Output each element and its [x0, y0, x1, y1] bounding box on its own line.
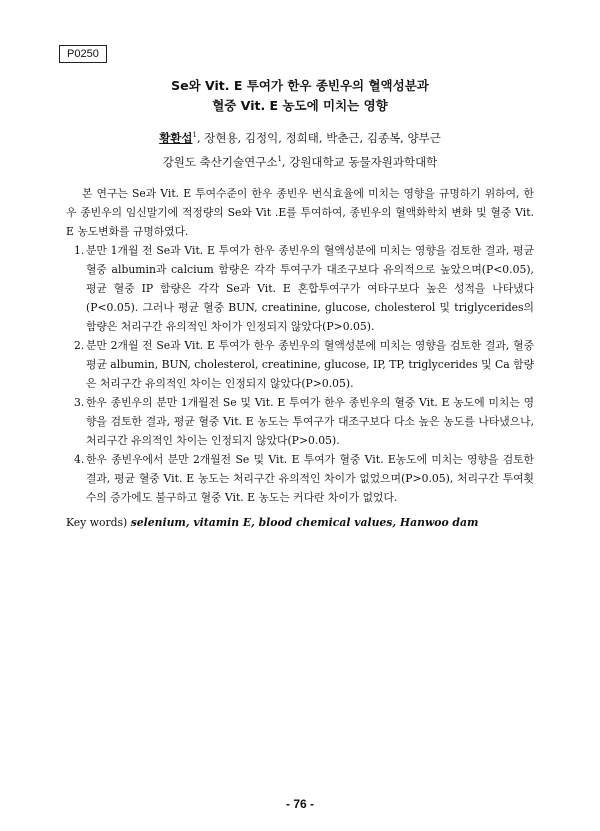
- abstract-body: [66, 184, 534, 507]
- finding-text: 분만 1개월 전 Se과 Vit. E 투여가 한우 종빈우의 혈액성분에 미치는 영향을 검토한 결과, 평균 혈중 albumin과 calcium 함량은 각각 투여구가 대조구보다 유의적으로 높았으며(P<0.05), 평균 혈중 IP 함량은 각각 Se과 Vit. E 혼합투여구가 여타구보다 높은 성적을 나타냈다(P<0.05). 그러나 평균 혈중 BUN, creatinine, glucose, cholesterol 및 triglycerides의 함량은 처리구간 유의적인 차이가 인정되지 않았다(P>0.05).: [86, 244, 534, 333]
- finding-item: [66, 393, 534, 450]
- title-line-2: 혈중 Vit. E 농도에 미치는 영향: [212, 98, 388, 113]
- intro-paragraph: 본 연구는 Se과 Vit. E 투여수준이 한우 종빈우 번식효율에 미치는 영향을 규명하기 위하여, 한우 종빈우의 임신말기에 적정량의 Se와 Vit .E를 투여하여, 종빈우의 혈액화학치 변화 및 혈중 Vit. E 농도변화를 규명하였다.: [66, 187, 534, 238]
- finding-number: 1.: [74, 244, 85, 257]
- finding-text: 분만 2개월 전 Se과 Vit. E 투여가 한우 종빈우의 혈액성분에 미치는 영향을 검토한 결과, 혈중 평균 albumin, BUN, cholesterol, creatinine, glucose, IP, TP, triglycerides 및 Ca 함량은 처리구간 유의적인 차이는 인정되지 않았다(P>0.05).: [86, 339, 534, 390]
- findings-list: [66, 241, 534, 507]
- affiliation-1-mark: 1: [277, 155, 282, 164]
- affiliation: [0, 154, 600, 170]
- finding-text: 한우 종빈우에서 분만 2개월전 Se 및 Vit. E 투여가 혈중 Vit. E농도에 미치는 영향을 검토한 결과, 평균 혈중 Vit. E 농도는 처리구간 유의적인 차이가 없었으며(P>0.05), 처리구간 투여횟수의 증가에도 불구하고 혈중 Vit. E 농도는 커다란 차이가 없었다.: [86, 453, 534, 504]
- finding-item: [66, 241, 534, 336]
- presenter-affiliation-mark: 1: [192, 131, 197, 140]
- affiliation-2: , 강원대학교 동물자원과학대학: [281, 155, 438, 169]
- page-number: - 76 -: [285, 797, 314, 811]
- keywords-text: selenium, vitamin E, blood chemical values, Hanwoo dam: [130, 516, 479, 529]
- title-line-1: Se와 Vit. E 투여가 한우 종빈우의 혈액성분과: [171, 78, 429, 93]
- finding-number: 2.: [74, 339, 85, 352]
- finding-item: [66, 450, 534, 507]
- abstract-code-box: P0250: [59, 45, 107, 63]
- keywords-label: Key words): [66, 516, 128, 529]
- presenting-author: 황환섭: [159, 131, 193, 145]
- finding-number: 3.: [74, 396, 85, 409]
- finding-item: [66, 336, 534, 393]
- finding-number: 4.: [74, 453, 85, 466]
- finding-text: 한우 종빈우의 분만 1개월전 Se 및 Vit. E 투여가 한우 종빈우의 혈중 Vit. E 농도에 미치는 영향을 검토한 결과, 평균 혈중 Vit. E 농도는 투여구가 대조구보다 다소 높은 농도를 나타냈으나, 처리구간 유의적인 차이는 인정되지 않았다(P>0.05).: [86, 396, 534, 447]
- author-list: [0, 130, 600, 146]
- keywords-line: [66, 516, 478, 529]
- affiliation-1: 강원도 축산기술연구소: [162, 155, 278, 169]
- co-authors: , 장현용, 김정익, 정희태, 박춘근, 김종복, 양부근: [196, 131, 441, 145]
